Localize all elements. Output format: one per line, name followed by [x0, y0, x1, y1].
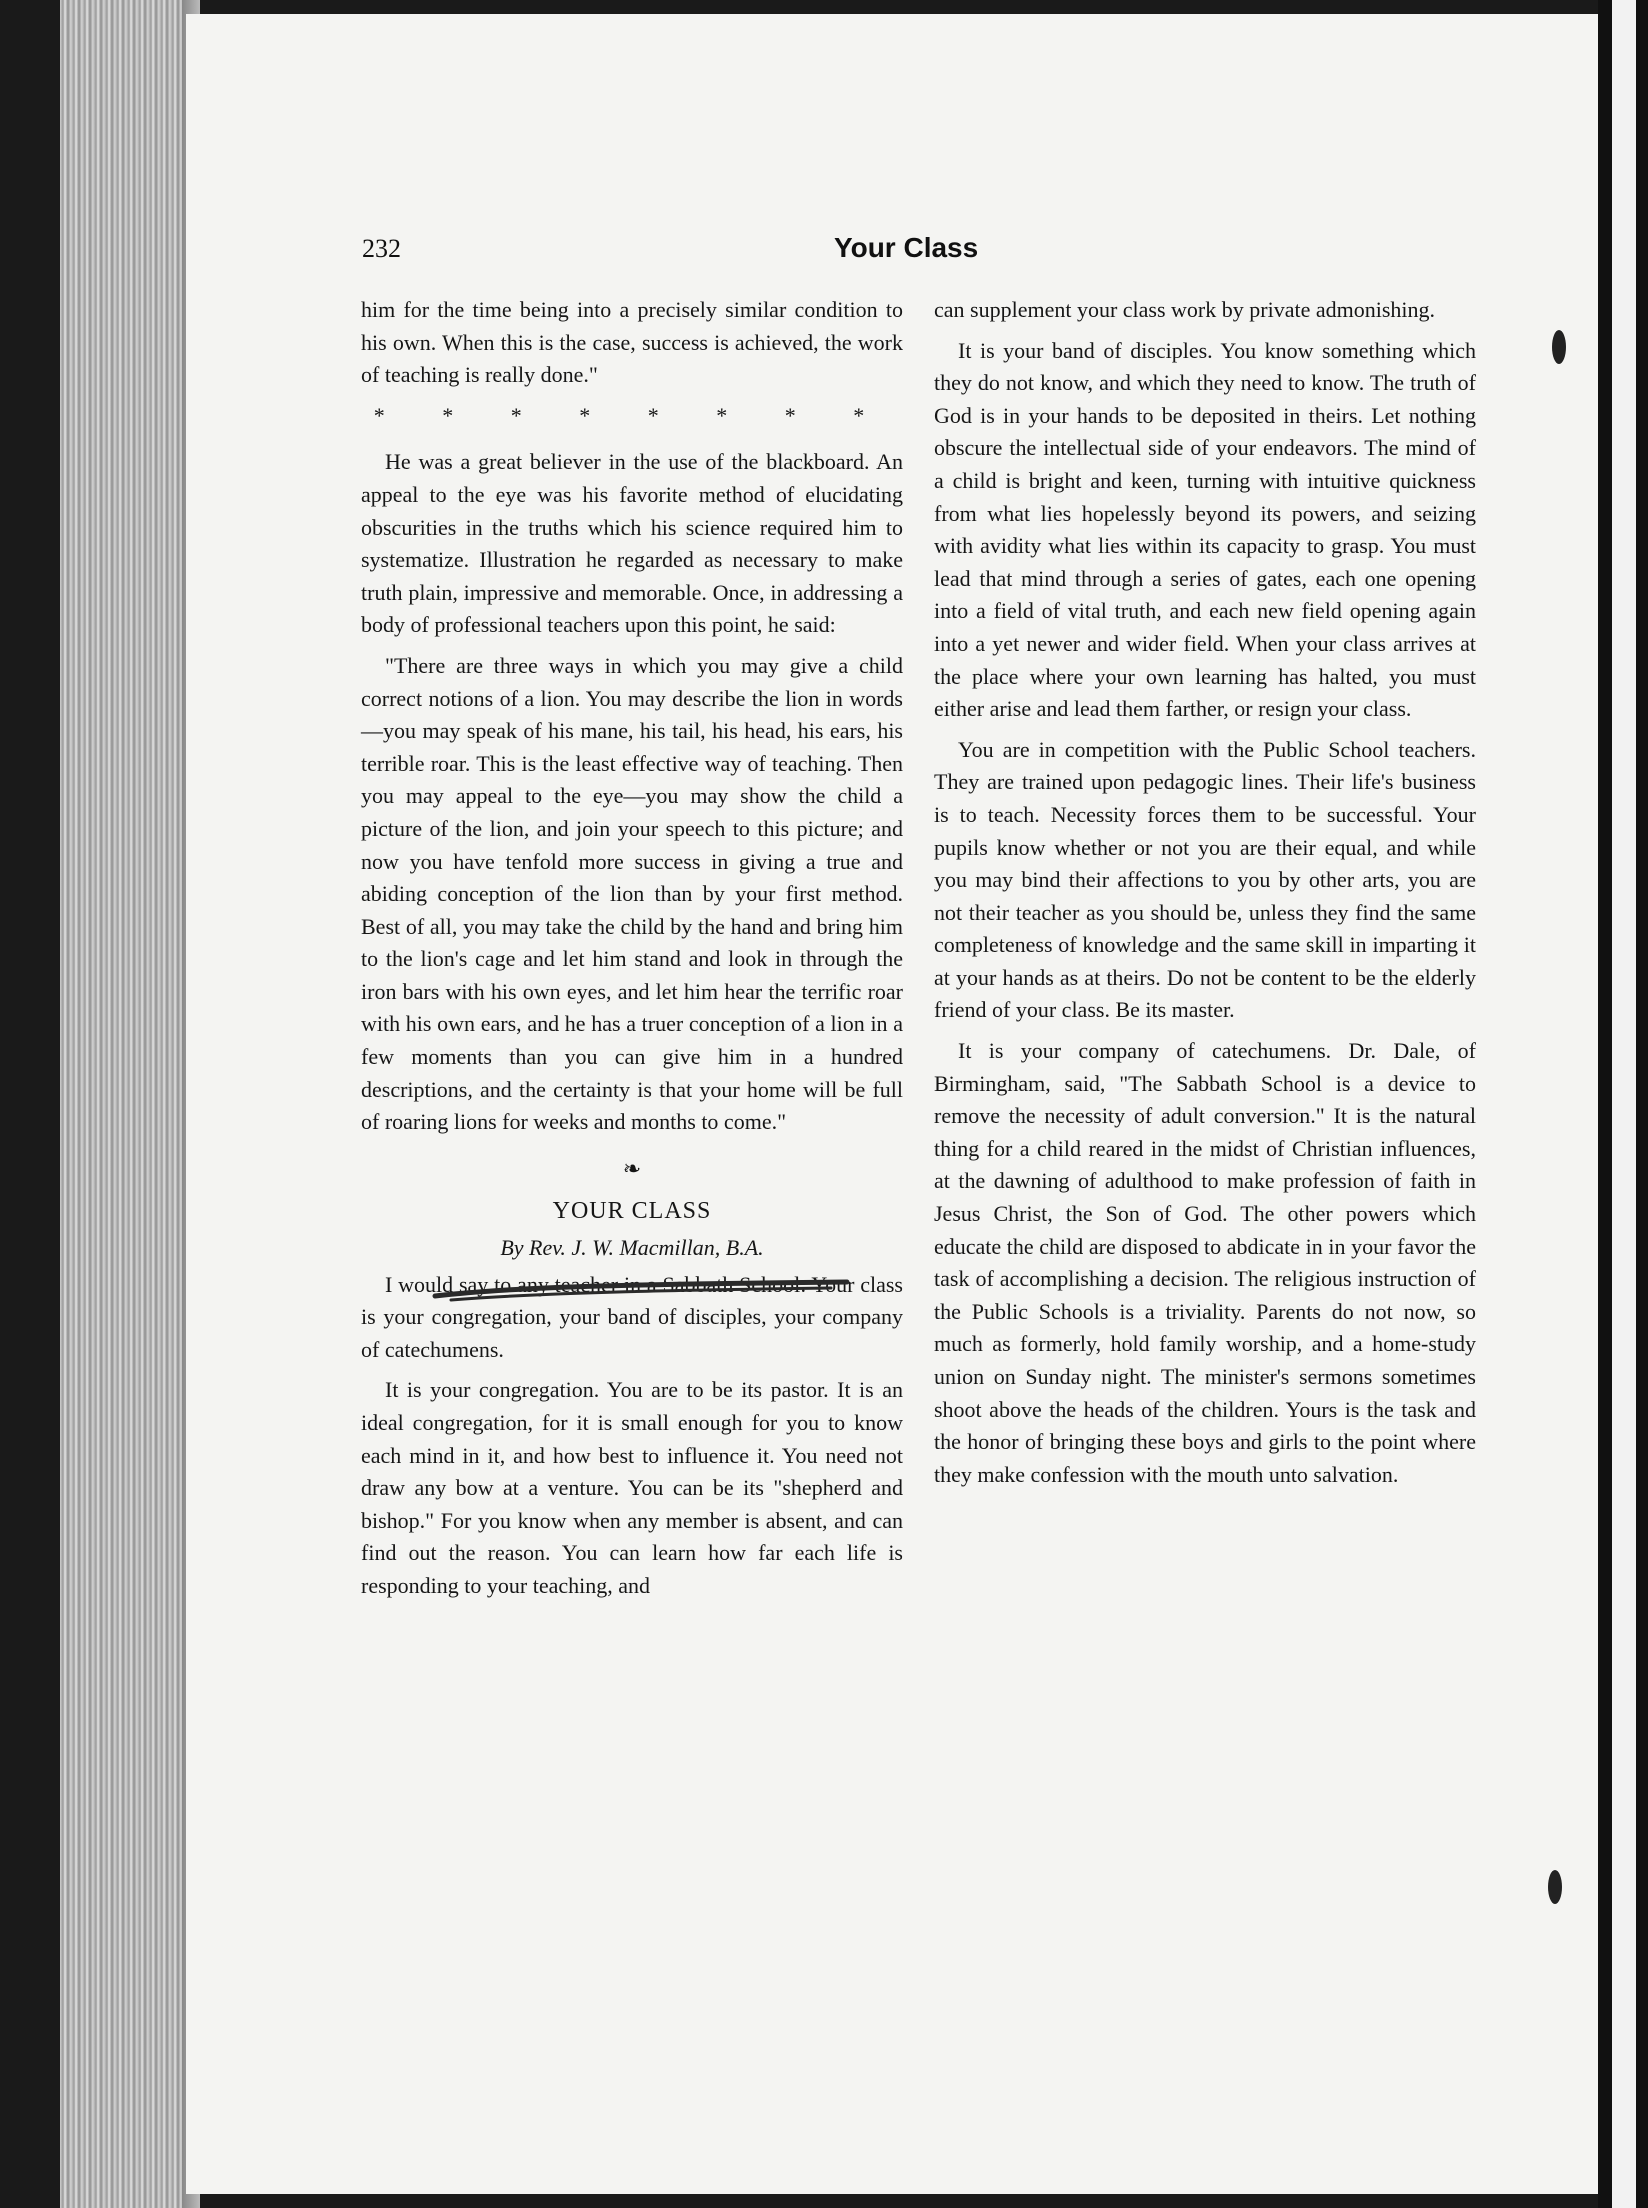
adjacent-page-sliver: [1612, 0, 1636, 2208]
left-paragraph-2: He was a great believer in the use of the blackboard. An appeal to the eye was his favorite method of elucidating obscurities in the truths which his science required him to systematize. Illustration he regarded as necessary to make truth plain, impressive and memorable. Once, in addressing a body of professional teachers upon this point, he said:: [361, 449, 903, 638]
scanner-edge: [1598, 0, 1648, 2208]
section-title: YOUR CLASS: [552, 1198, 712, 1225]
right-paragraph-1: can supplement your class work by private admonishing.: [934, 297, 1436, 322]
book-page: [186, 14, 1598, 2194]
fleuron-ornament: ❧: [622, 1155, 642, 1181]
byline-text: By Rev. J. W. Macmillan, B.A.: [500, 1235, 764, 1261]
right-paragraph-3: You are in competition with the Public School teachers. They are trained upon pedagogic lines. Their life's business is to teach. Necessity forces them to be successful. Your pupils know whether or not you are their equal, and while you may bind their affections to you by other arts, you are not their teacher as you should be, unless they find the same completeness of knowledge and the same skill in imparting it at your hands as at theirs. Do not be content to be the elderly friend of your class. Be its master.: [934, 736, 1476, 1023]
binding-hole-mark: [1552, 330, 1566, 364]
right-column: [934, 294, 1476, 1499]
pen-underline-mark: [431, 1278, 851, 1304]
left-paragraph-5: It is your congregation. You are to be its pastor. It is an ideal congregation, for it is small enough for you to know each mind in it, and how best to influence it. You need not draw any bow at a venture. You can be its "shepherd and bishop." For you know when any member is absent, and can find out the reason. You can learn how far each life is responding to your teaching, and: [361, 1377, 903, 1598]
left-paragraph-3: "There are three ways in which you may give a child correct notions of a lion. You may describe the lion in words—you may speak of his mane, his tail, his head, his ears, his terrible roar. This is the least effective way of teaching. Then you may appeal to the eye—you may show the child a picture of the lion, and join your speech to this picture; and now you have tenfold more success in giving a true and abiding conception of the lion than by your first method. Best of all, you may take the child by the hand and bring him to the lion's cage and let him stand and look in through the iron bars with his own eyes, and let him hear the terrific roar with his own ears, and he has a truer conception of a lion in a few moments than you can give him in a hundred descriptions, and the certainty is that your home will be full of roaring lions for weeks and months to come.": [361, 652, 903, 1135]
binding-hole-mark: [1548, 1870, 1562, 1904]
section-break-stars: * * * * * * * *: [373, 402, 891, 428]
left-column: [361, 294, 903, 1611]
right-paragraph-2: It is your band of disciples. You know something which they do not know, and which they need to know. The truth of God is in your hands to be deposited in theirs. Let nothing obscure the intellectual side of your endeavors. The mind of a child is bright and keen, turning with intuitive quickness from what lies hopelessly beyond its powers, and seizing with avidity what lies within its capacity to grasp. You must lead that mind through a series of gates, each one opening into a field of vital truth, and each new field opening again into a yet newer and wider field. When your class arrives at the place where your own learning has halted, you must either arise and lead them farther, or resign your class.: [934, 337, 1476, 722]
book-page-edges: [60, 0, 200, 2208]
page-header: [186, 230, 1598, 270]
running-title: Your Class: [834, 232, 979, 263]
right-paragraph-4: It is your company of catechumens. Dr. Dale, of Birmingham, said, "The Sabbath School is a device to remove the necessity of adult conversion." It is the natural thing for a child reared in the midst of Christian influences, at the dawning of adulthood to make profession of faith in Jesus Christ, the Son of God. The other powers which educate the child are disposed to abdicate in in your favor the task of accomplishing a decision. The religious instruction of the Public Schools is a triviality. Parents do not now, so much as formerly, hold family worship, and a home-study union on Sunday night. The minister's sermons sometimes shoot above the heads of the children. Yours is the task and the honor of bringing these boys and girls to the point where they make confession with the mouth unto salvation.: [934, 1038, 1476, 1487]
page-number: 232: [362, 234, 401, 263]
author-byline: [361, 1232, 903, 1265]
left-paragraph-1: him for the time being into a precisely similar condition to his own. When this is the case, success is achieved, the work of teaching is really done.": [361, 297, 903, 388]
left-paragraph-4: I would say to any teacher in a Sabbath School: Your class is your congregation, your band of disciples, your company of catechumens.: [361, 1271, 903, 1362]
